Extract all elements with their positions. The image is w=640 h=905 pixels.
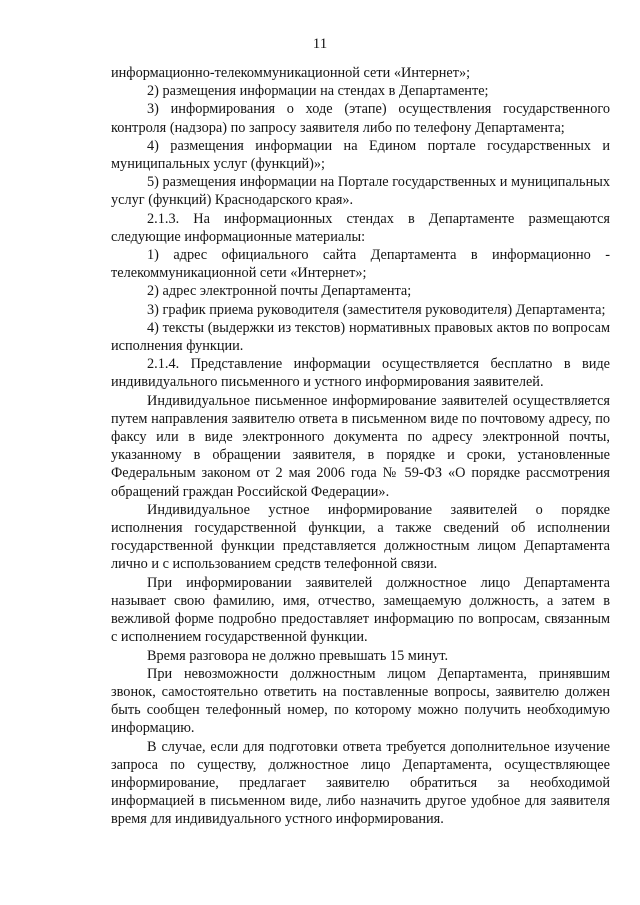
paragraph: Время разговора не должно превышать 15 минут.	[147, 647, 449, 664]
paragraph: 4) размещения информации на Едином портале государственных и муниципальных услуг (функций)»;	[111, 137, 610, 173]
paragraph: Индивидуальное устное информирование заявителей о порядке исполнения государственной функции, а также сведений об исполнении государственной функции представляется должностным лицом Департамента лично и с использованием средств телефонной связи.	[111, 501, 610, 573]
paragraph: При невозможности должностным лицом Департамента, принявшим звонок, самостоятельно ответить на поставленные вопросы, заявителю должен быть сообщен телефонный номер, по которому можно получить необходимую информацию.	[111, 665, 610, 737]
paragraph: 3) информирования о ходе (этапе) осуществления государственного контроля (надзора) по запросу заявителя либо по телефону Департамента;	[111, 101, 610, 136]
paragraph: 4) тексты (выдержки из текстов) нормативных правовых актов по вопросам исполнения функции.	[111, 319, 610, 355]
document-body	[111, 64, 610, 829]
paragraph: При информировании заявителей должностное лицо Департамента называет свою фамилию, имя, отчество, замещаемую должность, а затем в вежливой форме подробно предоставляет информацию по вопросам, связанным с исполнением государственной функции.	[111, 574, 610, 646]
paragraph: 2.1.4. Представление информации осуществляется бесплатно в виде индивидуального письменного и устного информирования заявителей.	[111, 356, 610, 391]
page-number: 11	[312, 36, 328, 52]
paragraph: В случае, если для подготовки ответа требуется дополнительное изучение запроса по существу, должностное лицо Департамента, осуществляющее информирование, предлагает заявителю обратиться за необходимой информацией в письменном виде, либо назначить другое удобное для заявителя время для индивидуального устного информирования.	[111, 738, 610, 828]
paragraph: 2) адрес электронной почты Департамента;	[147, 283, 412, 300]
paragraph: информационно-телекоммуникационной сети «Интернет»;	[111, 65, 471, 81]
paragraph: Индивидуальное письменное информирование заявителей осуществляется путем направления заявителю ответа в письменном виде по почтовому адресу, по факсу или в виде электронного документа по адресу электронной почты, указанному в обращении заявителя, в порядке и сроки, установленные Федеральным законом от 2 мая 2006 года № 59-ФЗ «О порядке рассмотрения обращений граждан Российской Федерации».	[111, 392, 610, 500]
paragraph: 3) график приема руководителя (заместителя руководителя) Департамента;	[147, 301, 606, 318]
paragraph: 2.1.3. На информационных стендах в Департаменте размещаются следующие информационные материалы:	[111, 210, 610, 245]
paragraph: 2) размещения информации на стендах в Департаменте;	[147, 83, 489, 100]
paragraph: 1) адрес официального сайта Департамента в информационно - телекоммуникационной сети «Интернет»;	[111, 247, 610, 282]
paragraph: 5) размещения информации на Портале государственных и муниципальных услуг (функций) Краснодарского края».	[111, 174, 610, 209]
